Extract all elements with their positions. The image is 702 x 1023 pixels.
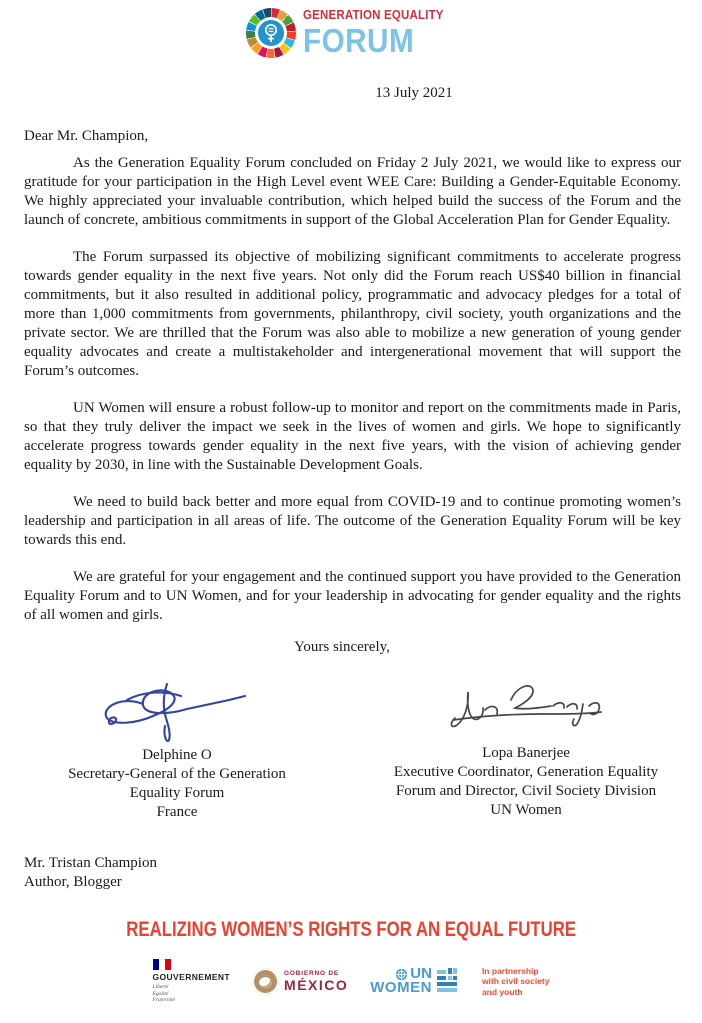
french-flag-icon bbox=[153, 959, 171, 970]
gouvernement-label: GOUVERNEMENT bbox=[152, 972, 231, 982]
mexico-wordmark: GOBIERNO DE MÉXICO bbox=[284, 969, 349, 993]
letter-body bbox=[24, 154, 681, 625]
signatory-title-line: France bbox=[156, 804, 198, 820]
salutation: Dear Mr. Champion, bbox=[24, 128, 149, 144]
mexico-government-logo bbox=[252, 968, 348, 995]
signature-section bbox=[0, 664, 702, 822]
un-women-flag-icon bbox=[436, 968, 460, 994]
signatory-title-line: Secretary-General of the Generation bbox=[68, 766, 286, 782]
logo-forum-text: FORUM bbox=[303, 21, 415, 59]
un-women-logo bbox=[370, 967, 460, 996]
logo-generation-equality-text: GENERATION EQUALITY bbox=[303, 8, 444, 23]
sdg-wheel-icon bbox=[246, 8, 296, 58]
paragraph-3: UN Women will ensure a robust follow-up to monitor and report on the commitments made in Paris, so that they truly deliver the impact we seek in the lives of women and girls. We hope to significantly accelerate progress towards gender equality in the next five years, with the vision of achieving gender equality by 2030, in line with the Sustainable Development Goals. bbox=[24, 400, 681, 473]
letter-date: 13 July 2021 bbox=[375, 85, 453, 101]
signatory-name: Delphine O bbox=[142, 747, 212, 763]
signature-block-lopa bbox=[358, 664, 694, 822]
france-motto: Liberté Égalité Fraternité bbox=[152, 984, 176, 1003]
un-women-wordmark: UN WOMEN bbox=[370, 965, 432, 997]
recipient-title: Author, Blogger bbox=[24, 874, 122, 890]
signatory-title-line: Forum and Director, Civil Society Division bbox=[395, 783, 657, 799]
recipient-name: Mr. Tristan Champion bbox=[24, 855, 157, 871]
recipient-block bbox=[24, 854, 702, 892]
signatory-title-line: Equality Forum bbox=[129, 785, 225, 801]
mexico-seal-icon bbox=[252, 968, 279, 995]
closing-line: Yours sincerely, bbox=[294, 639, 390, 655]
paragraph-5: We are grateful for your engagement and the continued support you have provided to the Generation Equality Forum and to UN Women, and for your leadership in advocating for gender equality and the rights of all women and girls. bbox=[24, 569, 681, 623]
partner-logos bbox=[0, 959, 702, 1004]
paragraph-1: As the Generation Equality Forum concluded on Friday 2 July 2021, we would like to express our gratitude for your participation in the High Level event WEE Care: Building a Gender-Equitable Economy. We highly appreciated your invaluable contribution, which helped build the success of the Forum and the launch of concrete, ambitious commitments in support of the Global Acceleration Plan for Gender Equality. bbox=[24, 155, 681, 228]
generation-equality-forum-logo bbox=[0, 0, 702, 58]
campaign-tagline: REALIZING WOMEN’S RIGHTS FOR AN EQUAL FUTURE bbox=[126, 918, 576, 941]
paragraph-4: We need to build back better and more equal from COVID-19 and to continue promoting women’s leadership and participation in all areas of life. The outcome of the Generation Equality Forum will be key towards this end. bbox=[24, 494, 681, 548]
signatory-title-line: UN Women bbox=[490, 802, 562, 818]
gender-equality-symbol-icon bbox=[258, 20, 284, 46]
france-government-logo bbox=[153, 959, 231, 1004]
signatory-name: Lopa Banerjee bbox=[482, 745, 570, 761]
logo-wordmark bbox=[303, 9, 456, 57]
paragraph-2: The Forum surpassed its objective of mobilizing significant commitments to accelerate progress towards gender equality in the next five years. Not only did the Forum reach US$40 billion in financial commitments, but it also resulted in additional policy, programmatic and advocacy pledges for a total of more than 1,000 commitments from governments, philanthropy, civil society, youth organizations and the private sector. We are thrilled that the Forum was also able to mobilize a new generation of young gender equality advocates and create a multistakeholder and intergenerational movement that will support the Forum’s outcomes. bbox=[24, 249, 681, 379]
signature-lopa-ink bbox=[441, 674, 611, 732]
signature-delphine-ink bbox=[97, 670, 257, 744]
partnership-note: In partnership with civil society and youth bbox=[481, 965, 550, 997]
signature-block-delphine bbox=[24, 664, 330, 822]
signatory-title-line: Executive Coordinator, Generation Equality bbox=[393, 764, 659, 780]
